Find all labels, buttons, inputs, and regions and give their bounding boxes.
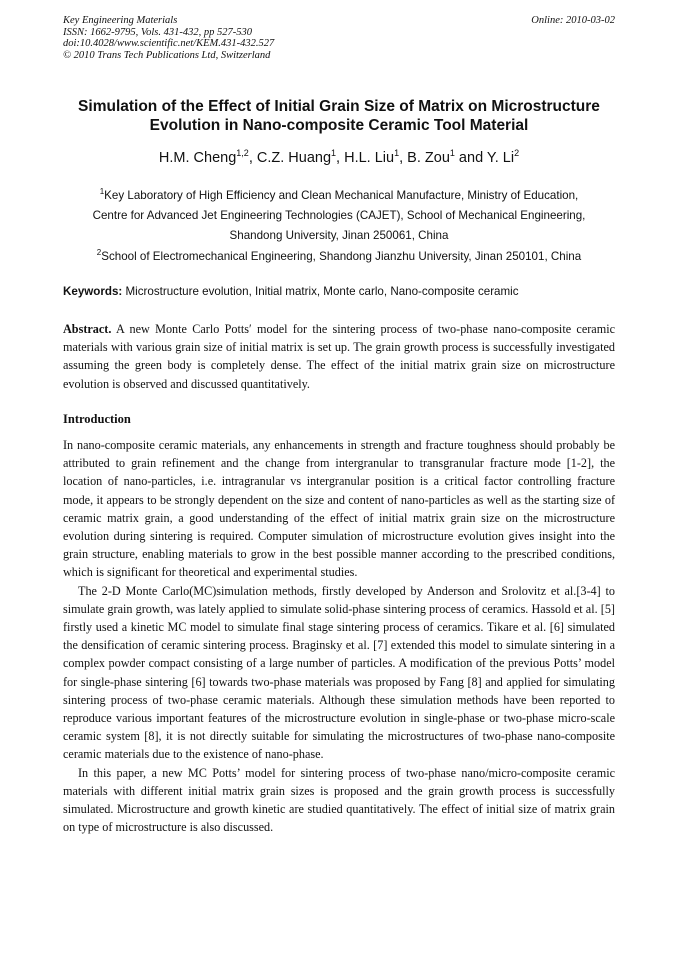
author: H.L. Liu$^1$, bbox=[344, 148, 408, 166]
author: H.M. Cheng$^{1,2}$, bbox=[158, 148, 257, 166]
title-line-1: Simulation of the Effect of Initial Grain Size of Matrix on Microstructure bbox=[78, 98, 600, 115]
introduction-body bbox=[63, 436, 615, 836]
abstract-label: Abstract. bbox=[63, 322, 112, 336]
intro-paragraph: In nano-composite ceramic materials, any enhancements in strength and fracture toughness should probably be attributed to grain refinement and the change from intergranular to transgranular fracture mode [1-2], the location of nano-particles, i.e. intragranular vs intergranular position is a critical factor controlling fracture mode, it appears to be strongly dependent on the size and content of nano-particles as well as the starting size of ceramic matrix grain, a good understanding of the effect of initial matrix grain size on the microstructure evolution during sintering is required. Computer simulation of microstructure evolution gives insight into the grain structure, enabling materials to grow in the best possible manner according to the prescribed conditions, which is significant for theoretical and experimental studies. bbox=[63, 438, 615, 580]
abstract-text: A new Monte Carlo Potts′ model for the sintering process of two-phase nano-composite ceramic materials with various grain size of initial matrix is set up. The grain growth process is successfully investigated assuming the green body is completely dense. The effect of the initial matrix grain size on microstructure evolution is observed and discussed quantitatively. bbox=[63, 322, 615, 391]
introduction-heading: Introduction bbox=[63, 412, 131, 426]
paper-title bbox=[50, 97, 628, 135]
journal-header bbox=[63, 15, 615, 61]
author: B. Zou$^1$ and bbox=[407, 148, 487, 166]
keywords-text: Microstructure evolution, Initial matrix, Monte carlo, Nano-composite ceramic bbox=[122, 285, 519, 298]
intro-paragraph: The 2-D Monte Carlo(MC)simulation methods, firstly developed by Anderson and Srolovitz et al.[3-4] to simulate grain growth, was lately applied to simulate solid-phase sintering process of ceramics. Hassold et al. [5] firstly used a kinetic MC model to simulate final stage sintering process of ceramics. Tikare et al. [6] simulated the densification of ceramic sintering process. Braginsky et al. [7] extended this model to simulate sintering in a complex powder compact consisting of a large number of particles. A modification of the previous Potts’ model for single-phase sintering [6] towards two-phase materials was proposed by Fang [8] and applied for simulating sintering process of two-phase ceramic materials. Although these simulation methods have been reported to reproduce various important features of the microstructure evolution in single-phase or two-phase micro-scale ceramic system [8], it is not directly suitable for simulating the microstructures of two-phase nano-composite ceramic materials due to the existence of nano-phase. bbox=[63, 583, 615, 762]
online-date: Online: 2010-03-02 bbox=[531, 15, 615, 26]
affiliation-2: $^2$School of Electromechanical Engineering, Shandong Jianzhu University, Jinan 250101, China bbox=[96, 248, 582, 263]
author: C.Z. Huang$^1$, bbox=[256, 148, 345, 166]
journal-name: Key Engineering Materials bbox=[63, 15, 178, 26]
keywords-label: Keywords: bbox=[63, 285, 123, 298]
title-line-2: Evolution in Nano-composite Ceramic Tool Material bbox=[149, 117, 529, 134]
author-list bbox=[50, 148, 628, 166]
keywords bbox=[63, 285, 623, 298]
journal-issn: ISSN: 1662-9795, Vols. 431-432, pp 527-530 bbox=[63, 26, 252, 38]
affiliation-1: $^1$Key Laboratory of High Efficiency and Clean Mechanical Manufacture, Ministry of Education, Centre for Advanced Jet Engineering Technologies (CAJET), School of Mechanical Engineering, Shandong University, Jinan 250061, China bbox=[92, 187, 586, 242]
author: Y. Li$^2$ bbox=[486, 148, 520, 166]
journal-copyright: © 2010 Trans Tech Publications Ltd, Switzerland bbox=[63, 49, 271, 61]
journal-doi: doi:10.4028/www.scientific.net/KEM.431-432.527 bbox=[63, 38, 275, 49]
intro-paragraph: In this paper, a new MC Potts’ model for sintering process of two-phase nano/micro-composite ceramic materials with different initial matrix grain sizes is proposed and the grain growth process is successfully simulated. Microstructure and growth kinetic are studied quantitatively. The effect of initial size of matrix grain on type of microstructure is also discussed. bbox=[63, 765, 615, 835]
abstract bbox=[63, 320, 615, 393]
